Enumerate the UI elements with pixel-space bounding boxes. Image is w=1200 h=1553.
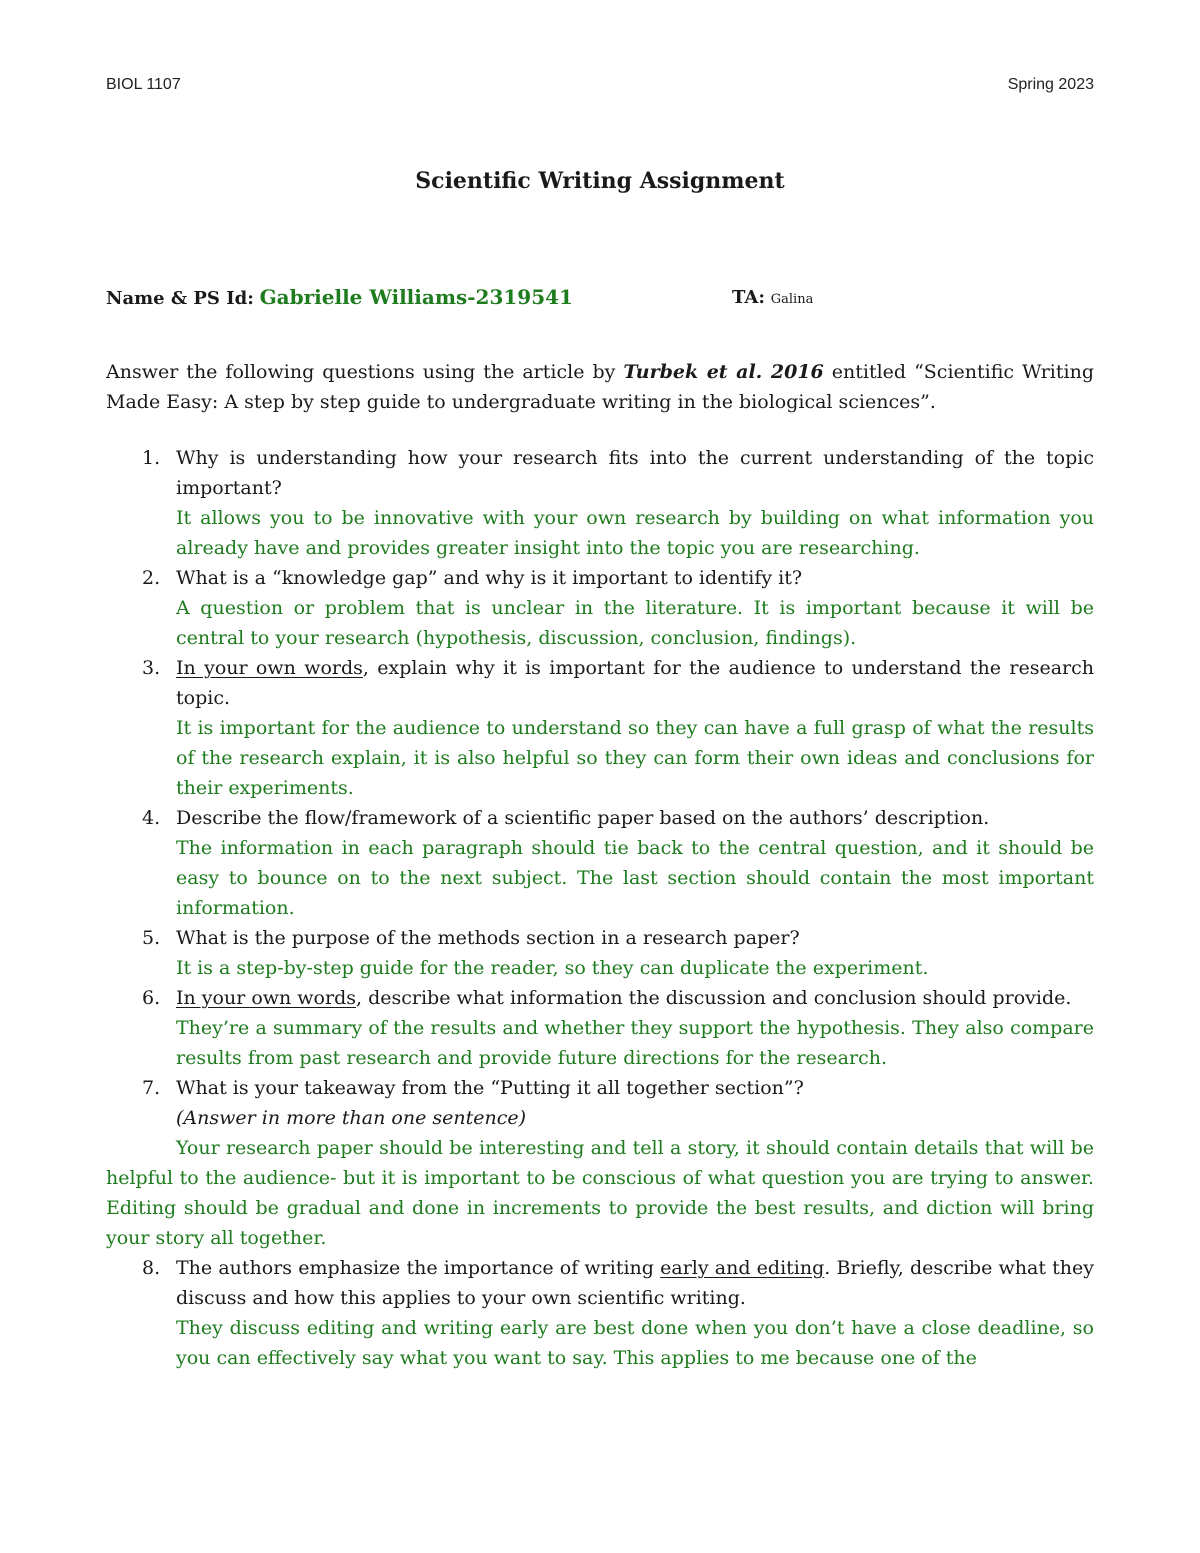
question-text: What is your takeaway from the “Putting it all together section”?	[176, 1077, 804, 1099]
question-text: , explain why it is important for the audience to understand the research topic.	[176, 657, 1094, 709]
student-name: Gabrielle Williams-2319541	[259, 285, 573, 309]
question-number: 2.	[142, 567, 161, 589]
question-text-end: . Briefly, describe what they discuss and how this applies to your own scientific writing.	[176, 1257, 1094, 1309]
question-number: 3.	[142, 657, 161, 679]
intro-text-end: entitled “Scientific Writing Made Easy: A step by step guide to undergraduate writing in the biological sciences”.	[106, 361, 1094, 413]
question-item	[106, 443, 1094, 563]
name-label: Name & PS Id:	[106, 288, 254, 309]
answer-text: It is a step-by-step guide for the reader, so they can duplicate the experiment.	[176, 957, 929, 979]
question-item	[106, 563, 1094, 653]
question-item	[106, 1073, 1094, 1253]
answer-text: A question or problem that is unclear in the literature. It is important because it will be central to your research (hypothesis, discussion, conclusion, findings).	[176, 597, 1094, 649]
course-code: BIOL 1107	[106, 76, 181, 93]
emphasis-text: In your own words	[176, 657, 363, 679]
question-text: The authors emphasize the importance of writing	[176, 1257, 661, 1279]
question-item	[106, 1253, 1094, 1373]
instructions	[106, 357, 1094, 417]
question-number: 6.	[142, 987, 161, 1009]
emphasis-text: In your own words	[176, 987, 356, 1009]
question-text: What is a “knowledge gap” and why is it important to identify it?	[176, 567, 803, 589]
page-title: Scientific Writing Assignment	[415, 168, 785, 194]
answer-text: The information in each paragraph should tie back to the central question, and it should be easy to bounce on to the next subject. The last section should contain the most important information.	[176, 837, 1094, 919]
ta-block	[732, 287, 813, 308]
citation: Turbek et al. 2016	[623, 361, 824, 383]
question-text: What is the purpose of the methods section in a research paper?	[176, 927, 800, 949]
question-number: 5.	[142, 927, 161, 949]
answer-text: They discuss editing and writing early are best done when you don’t have a close deadline, so you can effectively say what you want to say. This applies to me because one of the	[176, 1317, 1094, 1369]
question-item	[106, 803, 1094, 923]
name-row	[106, 285, 1094, 309]
question-text: , describe what information the discussion and conclusion should provide.	[356, 987, 1072, 1009]
question-number: 7.	[142, 1077, 161, 1099]
assignment-body	[106, 357, 1094, 1373]
answer-text: It is important for the audience to understand so they can have a full grasp of what the results of the research explain, it is also helpful so they can form their own ideas and conclusions for their experiments.	[176, 717, 1094, 799]
question-item	[106, 653, 1094, 803]
ta-label: TA:	[732, 287, 766, 308]
answer-hint: (Answer in more than one sentence)	[176, 1107, 527, 1129]
question-text: Why is understanding how your research fits into the current understanding of the topic important?	[176, 447, 1094, 499]
intro-text: Answer the following questions using the article by	[106, 361, 624, 383]
question-number: 8.	[142, 1257, 161, 1279]
ta-name: Galina	[770, 292, 814, 307]
answer-text: Your research paper should be interesting and tell a story, it should contain details that will be helpful to the audience- but it is important to be conscious of what question you are trying to answer. Editing should be gradual and done in increments to provide the best results, and diction will bring your story all together.	[106, 1137, 1094, 1249]
answer-text: It allows you to be innovative with your own research by building on what information you already have and provides greater insight into the topic you are researching.	[176, 507, 1094, 559]
question-item	[106, 983, 1094, 1073]
term: Spring 2023	[1007, 76, 1094, 93]
question-number: 1.	[142, 447, 161, 469]
question-text: Describe the flow/framework of a scientific paper based on the authors’ description.	[176, 807, 990, 829]
question-number: 4.	[142, 807, 161, 829]
answer-text: They’re a summary of the results and whether they support the hypothesis. They also compare results from past research and provide future directions for the research.	[176, 1017, 1094, 1069]
question-item	[106, 923, 1094, 983]
question-list	[106, 443, 1094, 1373]
emphasis-text: early and editing	[660, 1257, 825, 1279]
